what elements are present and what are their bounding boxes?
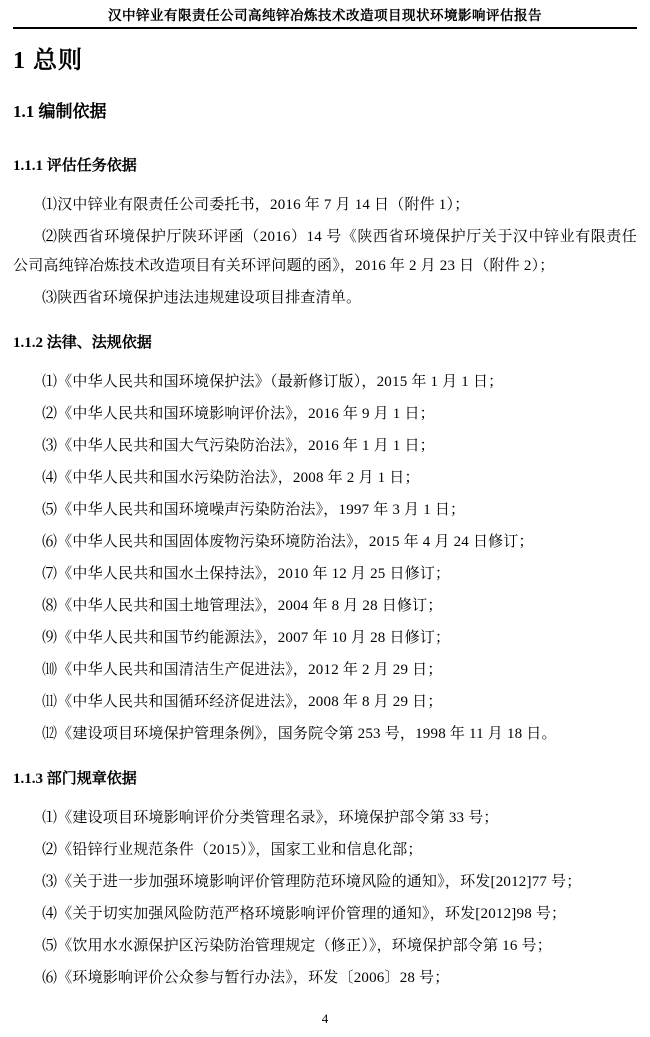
paragraph: ⑶《关于进一步加强环境影响评价管理防范环境风险的通知》，环发[2012]77 号； (42, 874, 582, 890)
paragraph: ⑵陕西省环境保护厅陕环评函（2016）14 号《陕西省环境保护厅关于汉中锌业有限责任公司高纯锌冶炼技术改造项目有关环评问题的函》，2016 年 2 月 23 日（附件 2）； (13, 229, 637, 274)
paragraph: ⑾《中华人民共和国循环经济促进法》，2008 年 8 月 29 日； (42, 694, 443, 710)
paragraph: ⑵《铅锌行业规范条件（2015）》，国家工业和信息化部； (42, 842, 423, 858)
paragraph: ⑵《中华人民共和国环境影响评价法》，2016 年 9 月 1 日； (42, 406, 435, 422)
subsection-laws-regulations-basis (13, 333, 637, 749)
page-footer (0, 1011, 650, 1027)
paragraph: ⑶陕西省环境保护违法违规建设项目排查清单。 (42, 290, 362, 306)
paragraph: ⑸《饮用水水源保护区污染防治管理规定（修正）》，环境保护部令第 16 号； (42, 938, 552, 954)
subsection-evaluation-task-basis (13, 156, 637, 313)
paragraph: ⑻《中华人民共和国土地管理法》，2004 年 8 月 28 日修订； (42, 598, 443, 614)
running-header: 汉中锌业有限责任公司高纯锌冶炼技术改造项目现状环境影响评估报告 (13, 0, 637, 29)
paragraph: ⑸《中华人民共和国环境噪声污染防治法》，1997 年 3 月 1 日； (42, 502, 466, 518)
paragraph: ⑽《中华人民共和国清洁生产促进法》，2012 年 2 月 29 日； (42, 662, 443, 678)
paragraph: ⑺《中华人民共和国水土保持法》，2010 年 12 月 25 日修订； (42, 566, 451, 582)
paragraph: ⑷《关于切实加强风险防范严格环境影响评价管理的通知》，环发[2012]98 号； (42, 906, 567, 922)
chapter-title: 1 总则 (13, 48, 83, 74)
subsection-title-1-1-2: 1.1.2 法律、法规依据 (13, 335, 152, 351)
paragraph: ⑴汉中锌业有限责任公司委托书，2016 年 7 月 14 日（附件 1）； (42, 197, 470, 213)
paragraph: ⑼《中华人民共和国节约能源法》，2007 年 10 月 28 日修订； (42, 630, 451, 646)
paragraph: ⑹《中华人民共和国固体废物污染环境防治法》，2015 年 4 月 24 日修订； (42, 534, 534, 550)
subsection-title-1-1-1: 1.1.1 评估任务依据 (13, 158, 137, 174)
section-title: 1.1 编制依据 (13, 102, 107, 121)
subsection-department-rules-basis (13, 769, 637, 993)
paragraph: ⑹《环境影响评价公众参与暂行办法》，环发〔2006〕28 号； (42, 970, 450, 986)
paragraph: ⑶《中华人民共和国大气污染防治法》，2016 年 1 月 1 日； (42, 438, 435, 454)
paragraph: ⑴《建设项目环境影响评价分类管理名录》，环境保护部令第 33 号； (42, 810, 499, 826)
paragraph: ⑿《建设项目环境保护管理条例》，国务院令第 253 号，1998 年 11 月 18 日。 (42, 726, 557, 742)
page-number: 4 (321, 1011, 329, 1026)
subsection-title-1-1-3: 1.1.3 部门规章依据 (13, 771, 137, 787)
paragraph: ⑴《中华人民共和国环境保护法》（最新修订版），2015 年 1 月 1 日； (42, 374, 504, 390)
paragraph: ⑷《中华人民共和国水污染防治法》，2008 年 2 月 1 日； (42, 470, 420, 486)
